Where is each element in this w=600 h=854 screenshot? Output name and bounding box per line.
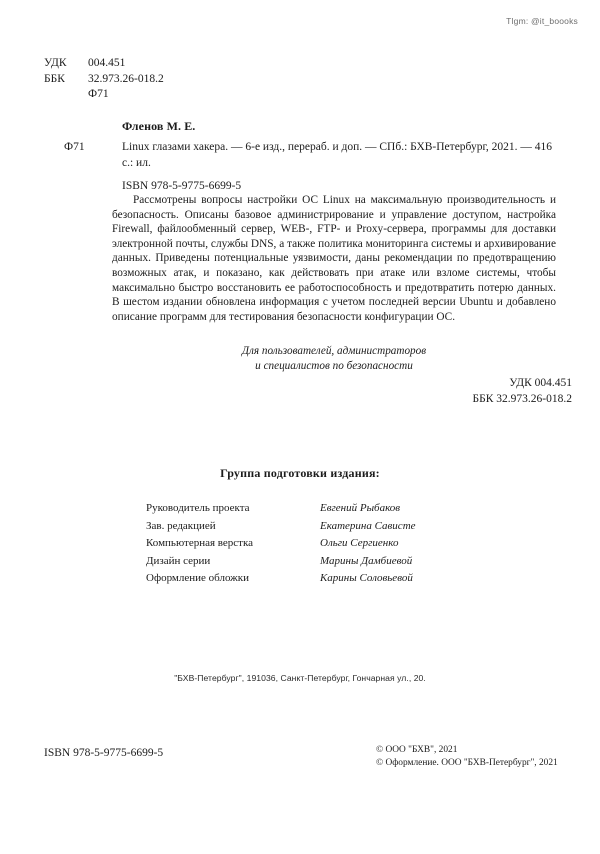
credit-name: Евгений Рыбаков <box>320 502 401 514</box>
cip-body <box>44 139 556 172</box>
credits-heading: Группа подготовки издания: <box>220 466 380 480</box>
credit-name: Екатерина Сависте <box>320 519 416 532</box>
copyright-block <box>376 744 558 770</box>
classification-repeat-bbk: ББК 32.973.26-018.2 <box>472 392 572 405</box>
classification-value-index: Ф71 <box>88 88 109 100</box>
credit-name: Марины Дамбиевой <box>320 554 413 567</box>
classification-value-udk: 004.451 <box>88 57 126 69</box>
credit-row <box>146 570 416 588</box>
copyright-line-1: © ООО "БХВ", 2021 <box>376 745 458 755</box>
classification-row-index <box>44 87 164 103</box>
cip-description: Linux глазами хакера. — 6-е изд., перераб. и доп. — СПб.: БХВ-Петербург, 2021. — 416 с.: ил. <box>122 140 553 169</box>
classification-block <box>44 56 164 103</box>
author-name: Фленов М. Е. <box>122 119 196 133</box>
credit-role: Компьютерная верстка <box>146 537 254 550</box>
credit-role: Зав. редакцией <box>146 519 216 532</box>
credit-role: Дизайн серии <box>146 554 211 567</box>
watermark-text: Tlgm: @it_boooks <box>506 16 578 26</box>
audience-note <box>112 344 556 374</box>
credit-role: Руководитель проекта <box>146 502 250 514</box>
credit-row <box>146 535 416 553</box>
classification-value-bbk: 32.973.26-018.2 <box>88 72 164 85</box>
copyright-line-2: © Оформление. ООО "БХВ-Петербург", 2021 <box>376 758 558 768</box>
credit-name: Ольги Сергиенко <box>320 537 399 550</box>
classification-repeat-udk: УДК 004.451 <box>509 377 572 389</box>
footer-isbn: ISBN 978-5-9775-6699-5 <box>44 747 164 759</box>
audience-line-1: Для пользователей, администраторов <box>241 345 427 357</box>
cip-block <box>44 118 556 194</box>
credit-row <box>146 553 416 571</box>
cip-shelf-index: Ф71 <box>64 140 85 153</box>
audience-line-2: и специалистов по безопасности <box>255 360 413 372</box>
credit-role: Оформление обложки <box>146 572 250 585</box>
annotation-paragraph: Рассмотрены вопросы настройки ОС Linux на максимальную производительность и безопасность. Описаны базовое администрирование и управление доступом, настройка Firewall, файлообменный сервер, WEB-, FTP- и Proxy-сервера, программы для доставки электронной почты, службы DNS, а также политика мониторинга системы и архивирование данных. Приведены потенциальные уязвимости, даны рекомендации по предотвращению возможных атак, и показано, как действовать при атаке или взломе системы, чтобы максимально быстро восстановить ее работоспособность и предотвратить потерю данных. В шестом издании обновлена информация с учетом последней версии Ubuntu и добавлено описание программ для тестирования безопасности конфигурации ОС. <box>112 194 556 323</box>
credits-table <box>146 500 416 588</box>
classification-key-udk: УДК <box>44 57 67 69</box>
classification-repeat-block <box>473 376 572 407</box>
classification-row-udk <box>44 56 164 72</box>
credit-row <box>146 518 416 536</box>
credit-row <box>146 500 416 518</box>
cip-isbn: ISBN 978-5-9775-6699-5 <box>122 179 242 192</box>
classification-row-bbk <box>44 72 164 88</box>
classification-key-bbk: ББК <box>44 72 65 85</box>
publisher-address: "БХВ-Петербург", 191036, Санкт-Петербург, Гончарная ул., 20. <box>174 673 426 683</box>
credit-name: Карины Соловьевой <box>320 572 413 585</box>
